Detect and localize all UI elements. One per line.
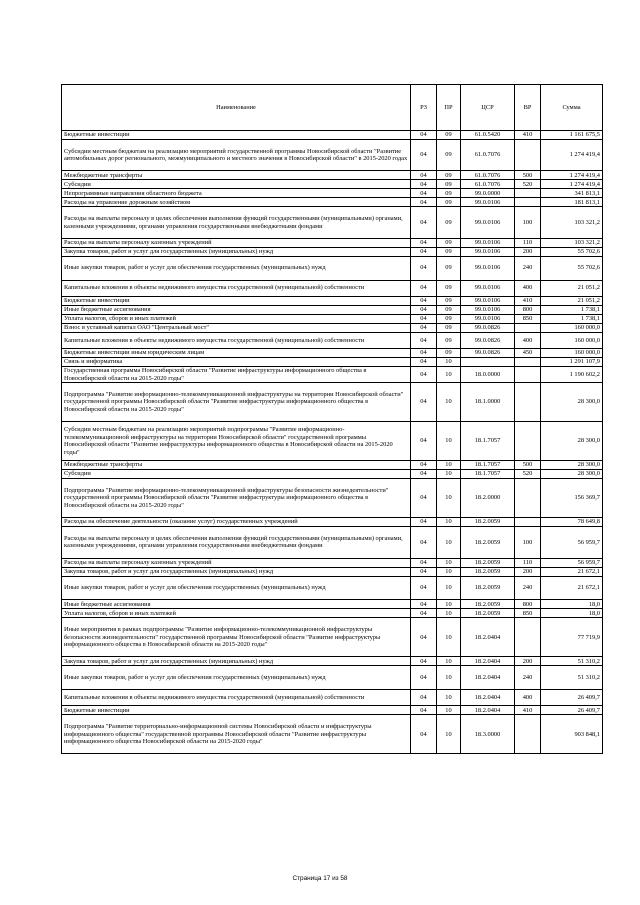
cell-vr: 240 xyxy=(515,256,541,280)
cell-csr: 18.3.0000 xyxy=(461,715,515,754)
cell-pr: 10 xyxy=(437,706,461,715)
cell-vr: 200 xyxy=(515,247,541,256)
cell-rz: 04 xyxy=(411,207,437,238)
cell-rz: 04 xyxy=(411,305,437,314)
cell-csr: 18.2.0059 xyxy=(461,567,515,576)
cell-rz: 04 xyxy=(411,422,437,461)
table-row xyxy=(62,189,603,198)
cell-name: Расходы на выплаты персоналу казенных учреждений xyxy=(62,558,411,567)
cell-sum: 55 702,6 xyxy=(541,247,603,256)
cell-sum: 1 274 419,4 xyxy=(541,171,603,180)
cell-vr: 410 xyxy=(515,296,541,305)
cell-name: Иные закупки товаров, работ и услуг для обеспечения государственных (муниципальных) нужд xyxy=(62,576,411,600)
cell-name: Государственная программа Новосибирской области "Развитие инфраструктуры информационного общества в Новосибирской области на 2015-2020 годы" xyxy=(62,366,411,382)
cell-vr: 520 xyxy=(515,470,541,479)
table-row xyxy=(62,171,603,180)
cell-name: Подпрограмма "Развитие территориально-информационной системы Новосибирской области и инфраструктуры информационного общества" государственной программы Новосибирской области "Развитие инфраструктуры информационного общества Новосибирской области на 2015-2020 годы" xyxy=(62,715,411,754)
cell-name: Бюджетные инвестиции иным юридическим лицам xyxy=(62,348,411,357)
header-name: Наименование xyxy=(62,85,411,131)
cell-rz: 04 xyxy=(411,600,437,609)
cell-name: Расходы на выплаты персоналу в целях обеспечения выполнения функций государственными (муниципальными) органами, казенными учреждениями, органами управления государственными внебюджетными фондами xyxy=(62,207,411,238)
cell-sum: 56 959,7 xyxy=(541,558,603,567)
cell-csr: 18.2.0404 xyxy=(461,690,515,706)
cell-sum: 26 409,7 xyxy=(541,706,603,715)
table-row xyxy=(62,657,603,666)
cell-name: Закупка товаров, работ и услуг для государственных (муниципальных) нужд xyxy=(62,567,411,576)
cell-csr: 99.0.0106 xyxy=(461,280,515,296)
cell-sum: 1 738,1 xyxy=(541,305,603,314)
table-row xyxy=(62,256,603,280)
cell-sum: 103 321,2 xyxy=(541,238,603,247)
cell-pr: 09 xyxy=(437,348,461,357)
table-row xyxy=(62,470,603,479)
cell-vr xyxy=(515,323,541,332)
cell-rz: 04 xyxy=(411,296,437,305)
cell-pr: 10 xyxy=(437,618,461,657)
cell-rz: 04 xyxy=(411,479,437,518)
table-row xyxy=(62,567,603,576)
table-row xyxy=(62,280,603,296)
cell-csr: 99.0.0106 xyxy=(461,198,515,207)
cell-sum: 21 672,1 xyxy=(541,567,603,576)
cell-rz: 04 xyxy=(411,618,437,657)
cell-sum: 28 300,0 xyxy=(541,383,603,422)
table-row xyxy=(62,305,603,314)
cell-csr: 18.2.0059 xyxy=(461,558,515,567)
cell-rz: 04 xyxy=(411,461,437,470)
cell-csr: 18.2.0404 xyxy=(461,666,515,690)
cell-name: Бюджетные инвестиции xyxy=(62,131,411,140)
cell-pr: 09 xyxy=(437,332,461,348)
cell-sum: 51 310,2 xyxy=(541,657,603,666)
cell-csr: 18.2.0059 xyxy=(461,609,515,618)
cell-sum: 18,0 xyxy=(541,609,603,618)
cell-vr: 400 xyxy=(515,280,541,296)
cell-vr: 200 xyxy=(515,657,541,666)
cell-csr: 61.0.7076 xyxy=(461,180,515,189)
cell-name: Субсидии местным бюджетам на реализацию мероприятий подпрограммы "Развитие информационно-телекоммуникационной инфраструктуры на территории Новосибирской области" государственной программы Новосибирской области "Развитие инфраструктуры информационного общества в Новосибирской области на 2015-2020 годы" xyxy=(62,422,411,461)
table-row xyxy=(62,140,603,171)
cell-name: Расходы на выплаты персоналу в целях обеспечения выполнения функций государственными (муниципальными) органами, казенными учреждениями, органами управления государственными внебюджетными фондами xyxy=(62,527,411,558)
table-row xyxy=(62,323,603,332)
cell-vr: 110 xyxy=(515,238,541,247)
cell-pr: 09 xyxy=(437,247,461,256)
cell-name: Закупка товаров, работ и услуг для государственных (муниципальных) нужд xyxy=(62,247,411,256)
table-row xyxy=(62,690,603,706)
cell-vr xyxy=(515,618,541,657)
cell-vr xyxy=(515,198,541,207)
cell-rz: 04 xyxy=(411,690,437,706)
cell-rz: 04 xyxy=(411,348,437,357)
cell-sum: 156 369,7 xyxy=(541,479,603,518)
cell-name: Расходы на выплаты персоналу казенных учреждений xyxy=(62,238,411,247)
cell-vr: 410 xyxy=(515,706,541,715)
cell-csr: 99.0.0106 xyxy=(461,238,515,247)
cell-pr: 09 xyxy=(437,198,461,207)
cell-sum: 160 000,0 xyxy=(541,332,603,348)
cell-name: Субсидии xyxy=(62,470,411,479)
cell-vr: 520 xyxy=(515,180,541,189)
cell-pr: 09 xyxy=(437,314,461,323)
table-row xyxy=(62,558,603,567)
cell-rz: 04 xyxy=(411,558,437,567)
header-csr: ЦСР xyxy=(461,85,515,131)
cell-sum: 341 813,1 xyxy=(541,189,603,198)
cell-vr xyxy=(515,383,541,422)
cell-name: Бюджетные инвестиции xyxy=(62,296,411,305)
cell-csr: 61.0.5420 xyxy=(461,131,515,140)
cell-pr: 10 xyxy=(437,461,461,470)
cell-sum: 21 051,2 xyxy=(541,280,603,296)
cell-sum: 56 959,7 xyxy=(541,527,603,558)
cell-vr: 110 xyxy=(515,558,541,567)
cell-csr xyxy=(461,357,515,366)
cell-name: Капитальные вложения в объекты недвижимого имущества государственной (муниципальной) собственности xyxy=(62,280,411,296)
cell-sum: 160 000,0 xyxy=(541,348,603,357)
cell-pr: 10 xyxy=(437,715,461,754)
table-row xyxy=(62,527,603,558)
table-row xyxy=(62,357,603,366)
cell-vr: 850 xyxy=(515,609,541,618)
table-row xyxy=(62,609,603,618)
cell-name: Межбюджетные трансферты xyxy=(62,461,411,470)
cell-pr: 10 xyxy=(437,690,461,706)
cell-pr: 09 xyxy=(437,280,461,296)
cell-pr: 10 xyxy=(437,609,461,618)
cell-vr: 200 xyxy=(515,567,541,576)
cell-rz: 04 xyxy=(411,666,437,690)
cell-csr: 99.0.0000 xyxy=(461,189,515,198)
cell-rz: 04 xyxy=(411,527,437,558)
table-row xyxy=(62,518,603,527)
cell-pr: 09 xyxy=(437,238,461,247)
page-footer: Страница 17 из 58 xyxy=(292,875,348,882)
cell-name: Межбюджетные трансферты xyxy=(62,171,411,180)
cell-rz: 04 xyxy=(411,366,437,382)
cell-rz: 04 xyxy=(411,332,437,348)
cell-name: Иные закупки товаров, работ и услуг для обеспечения государственных (муниципальных) нужд xyxy=(62,666,411,690)
cell-pr: 10 xyxy=(437,527,461,558)
cell-pr: 10 xyxy=(437,357,461,366)
cell-pr: 10 xyxy=(437,666,461,690)
cell-sum: 1 190 602,2 xyxy=(541,366,603,382)
cell-rz: 04 xyxy=(411,706,437,715)
cell-rz: 04 xyxy=(411,189,437,198)
cell-vr: 500 xyxy=(515,171,541,180)
table-row xyxy=(62,666,603,690)
table-row xyxy=(62,576,603,600)
cell-rz: 04 xyxy=(411,131,437,140)
cell-name: Капитальные вложения в объекты недвижимого имущества государственной (муниципальной) собственности xyxy=(62,690,411,706)
cell-vr: 240 xyxy=(515,666,541,690)
cell-rz: 04 xyxy=(411,140,437,171)
cell-pr: 10 xyxy=(437,558,461,567)
cell-csr: 18.1.7057 xyxy=(461,470,515,479)
cell-pr: 10 xyxy=(437,479,461,518)
cell-vr: 800 xyxy=(515,305,541,314)
cell-csr: 99.0.0826 xyxy=(461,332,515,348)
cell-pr: 10 xyxy=(437,518,461,527)
cell-name: Бюджетные инвестиции xyxy=(62,706,411,715)
table-row xyxy=(62,479,603,518)
cell-rz: 04 xyxy=(411,470,437,479)
table-header-row xyxy=(62,85,603,131)
cell-csr: 61.0.7076 xyxy=(461,171,515,180)
cell-sum: 1 738,1 xyxy=(541,314,603,323)
cell-name: Иные бюджетные ассигнования xyxy=(62,600,411,609)
table-row xyxy=(62,461,603,470)
cell-vr xyxy=(515,366,541,382)
cell-vr xyxy=(515,357,541,366)
cell-rz: 04 xyxy=(411,314,437,323)
budget-table xyxy=(61,84,603,754)
table-row xyxy=(62,422,603,461)
cell-sum: 78 649,8 xyxy=(541,518,603,527)
cell-csr: 99.0.0106 xyxy=(461,296,515,305)
cell-vr: 400 xyxy=(515,690,541,706)
cell-vr: 240 xyxy=(515,576,541,600)
cell-sum: 28 300,0 xyxy=(541,422,603,461)
cell-sum: 28 300,0 xyxy=(541,461,603,470)
cell-vr: 100 xyxy=(515,527,541,558)
cell-vr xyxy=(515,189,541,198)
cell-csr: 18.2.0404 xyxy=(461,706,515,715)
cell-sum: 903 848,1 xyxy=(541,715,603,754)
header-rz: РЗ xyxy=(411,85,437,131)
cell-pr: 09 xyxy=(437,256,461,280)
cell-csr: 18.1.0000 xyxy=(461,383,515,422)
cell-rz: 04 xyxy=(411,567,437,576)
table-row xyxy=(62,314,603,323)
cell-rz: 04 xyxy=(411,518,437,527)
cell-sum: 1 291 107,9 xyxy=(541,357,603,366)
cell-csr: 99.0.0106 xyxy=(461,207,515,238)
table-row xyxy=(62,332,603,348)
header-pr: ПР xyxy=(437,85,461,131)
cell-pr: 09 xyxy=(437,131,461,140)
cell-vr: 500 xyxy=(515,461,541,470)
cell-sum: 28 300,0 xyxy=(541,470,603,479)
cell-pr: 10 xyxy=(437,470,461,479)
table-row xyxy=(62,618,603,657)
cell-csr: 99.0.0106 xyxy=(461,256,515,280)
cell-pr: 09 xyxy=(437,323,461,332)
cell-csr: 18.2.0000 xyxy=(461,479,515,518)
cell-rz: 04 xyxy=(411,198,437,207)
cell-vr: 450 xyxy=(515,348,541,357)
table-row xyxy=(62,706,603,715)
cell-csr: 99.0.0106 xyxy=(461,305,515,314)
cell-pr: 10 xyxy=(437,366,461,382)
cell-pr: 09 xyxy=(437,296,461,305)
cell-sum: 1 274 419,4 xyxy=(541,180,603,189)
table-row xyxy=(62,131,603,140)
cell-sum: 21 672,1 xyxy=(541,576,603,600)
cell-sum: 18,0 xyxy=(541,600,603,609)
cell-name: Уплата налогов, сборов и иных платежей xyxy=(62,609,411,618)
cell-vr xyxy=(515,715,541,754)
cell-csr: 18.1.7057 xyxy=(461,461,515,470)
cell-pr: 09 xyxy=(437,140,461,171)
table-body xyxy=(62,131,603,754)
cell-csr: 18.2.0059 xyxy=(461,527,515,558)
cell-name: Подпрограмма "Развитие информационно-телекоммуникационной инфраструктуры на территории Новосибирской области" государственной программы Новосибирской области "Развитие инфраструктуры информационного общества в Новосибирской области на 2015-2020 годы" xyxy=(62,383,411,422)
cell-pr: 09 xyxy=(437,305,461,314)
cell-csr: 99.0.0826 xyxy=(461,348,515,357)
cell-rz: 04 xyxy=(411,247,437,256)
cell-pr: 09 xyxy=(437,180,461,189)
cell-csr: 61.0.7076 xyxy=(461,140,515,171)
cell-csr: 18.2.0059 xyxy=(461,576,515,600)
cell-csr: 18.1.7057 xyxy=(461,422,515,461)
cell-name: Уплата налогов, сборов и иных платежей xyxy=(62,314,411,323)
cell-rz: 04 xyxy=(411,383,437,422)
cell-rz: 04 xyxy=(411,180,437,189)
cell-sum: 1 274 419,4 xyxy=(541,140,603,171)
cell-name: Субсидии xyxy=(62,180,411,189)
table-row xyxy=(62,715,603,754)
cell-name: Связь и информатика xyxy=(62,357,411,366)
cell-rz: 04 xyxy=(411,609,437,618)
header-sum: Сумма xyxy=(541,85,603,131)
table-row xyxy=(62,366,603,382)
cell-name: Субсидии местным бюджетам на реализацию мероприятий государственной программы Новосибирской области "Развитие автомобильных дорог регионального, межмуниципального и местного значения в Новосибирской области" в 2015-2020 годах xyxy=(62,140,411,171)
cell-rz: 04 xyxy=(411,657,437,666)
cell-pr: 10 xyxy=(437,600,461,609)
table-row xyxy=(62,198,603,207)
table-row xyxy=(62,383,603,422)
cell-vr xyxy=(515,140,541,171)
cell-vr xyxy=(515,479,541,518)
cell-vr: 400 xyxy=(515,332,541,348)
cell-csr: 18.2.0404 xyxy=(461,618,515,657)
cell-rz: 04 xyxy=(411,256,437,280)
cell-sum: 51 310,2 xyxy=(541,666,603,690)
table-row xyxy=(62,348,603,357)
cell-rz: 04 xyxy=(411,715,437,754)
table-row xyxy=(62,180,603,189)
cell-name: Расходы на обеспечение деятельности (оказание услуг) государственных учреждений xyxy=(62,518,411,527)
table-row xyxy=(62,600,603,609)
cell-csr: 18.2.0404 xyxy=(461,657,515,666)
cell-name: Закупка товаров, работ и услуг для государственных (муниципальных) нужд xyxy=(62,657,411,666)
cell-sum: 77 719,9 xyxy=(541,618,603,657)
cell-pr: 10 xyxy=(437,383,461,422)
cell-sum: 1 161 675,5 xyxy=(541,131,603,140)
cell-name: Иные закупки товаров, работ и услуг для обеспечения государственных (муниципальных) нужд xyxy=(62,256,411,280)
cell-pr: 10 xyxy=(437,422,461,461)
cell-vr: 410 xyxy=(515,131,541,140)
cell-name: Капитальные вложения в объекты недвижимого имущества государственной (муниципальной) собственности xyxy=(62,332,411,348)
cell-sum: 160 000,0 xyxy=(541,323,603,332)
cell-rz: 04 xyxy=(411,171,437,180)
header-vr: ВР xyxy=(515,85,541,131)
cell-csr: 99.0.0106 xyxy=(461,247,515,256)
cell-name: Непрограммные направления областного бюджета xyxy=(62,189,411,198)
cell-sum: 26 409,7 xyxy=(541,690,603,706)
cell-pr: 10 xyxy=(437,576,461,600)
cell-name: Иные мероприятия в рамках подпрограммы "Развитие информационно-телекоммуникационной инфраструктуры безопасности жизнедеятельности" государственной программы Новосибирской области "Развитие инфраструктуры информационного общества в Новосибирской области на 2015-2020 годы" xyxy=(62,618,411,657)
cell-csr: 18.2.0059 xyxy=(461,600,515,609)
cell-sum: 55 702,6 xyxy=(541,256,603,280)
cell-rz: 04 xyxy=(411,238,437,247)
cell-name: Иные бюджетные ассигнования xyxy=(62,305,411,314)
cell-vr xyxy=(515,518,541,527)
cell-sum: 21 051,2 xyxy=(541,296,603,305)
cell-rz: 04 xyxy=(411,323,437,332)
cell-csr: 99.0.0826 xyxy=(461,323,515,332)
cell-vr: 850 xyxy=(515,314,541,323)
cell-vr: 800 xyxy=(515,600,541,609)
cell-rz: 04 xyxy=(411,280,437,296)
cell-pr: 09 xyxy=(437,207,461,238)
cell-pr: 10 xyxy=(437,657,461,666)
cell-csr: 18.0.0000 xyxy=(461,366,515,382)
cell-rz: 04 xyxy=(411,576,437,600)
cell-vr: 100 xyxy=(515,207,541,238)
cell-csr: 18.2.0059 xyxy=(461,518,515,527)
cell-vr xyxy=(515,422,541,461)
cell-name: Взнос в уставный капитал ОАО "Центральный мост" xyxy=(62,323,411,332)
cell-csr: 99.0.0106 xyxy=(461,314,515,323)
table-row xyxy=(62,247,603,256)
cell-sum: 181 813,1 xyxy=(541,198,603,207)
cell-pr: 10 xyxy=(437,567,461,576)
cell-rz: 04 xyxy=(411,357,437,366)
cell-name: Расходы на управление дорожным хозяйством xyxy=(62,198,411,207)
cell-pr: 09 xyxy=(437,171,461,180)
table-row xyxy=(62,238,603,247)
cell-sum: 103 321,2 xyxy=(541,207,603,238)
cell-name: Подпрограмма "Развитие информационно-телекоммуникационной инфраструктуры безопасности жизнедеятельности" государственной программы Новосибирской области "Развитие инфраструктуры информационного общества в Новосибирской области на 2015-2020 годы" xyxy=(62,479,411,518)
table-row xyxy=(62,207,603,238)
cell-pr: 09 xyxy=(437,189,461,198)
table-row xyxy=(62,296,603,305)
